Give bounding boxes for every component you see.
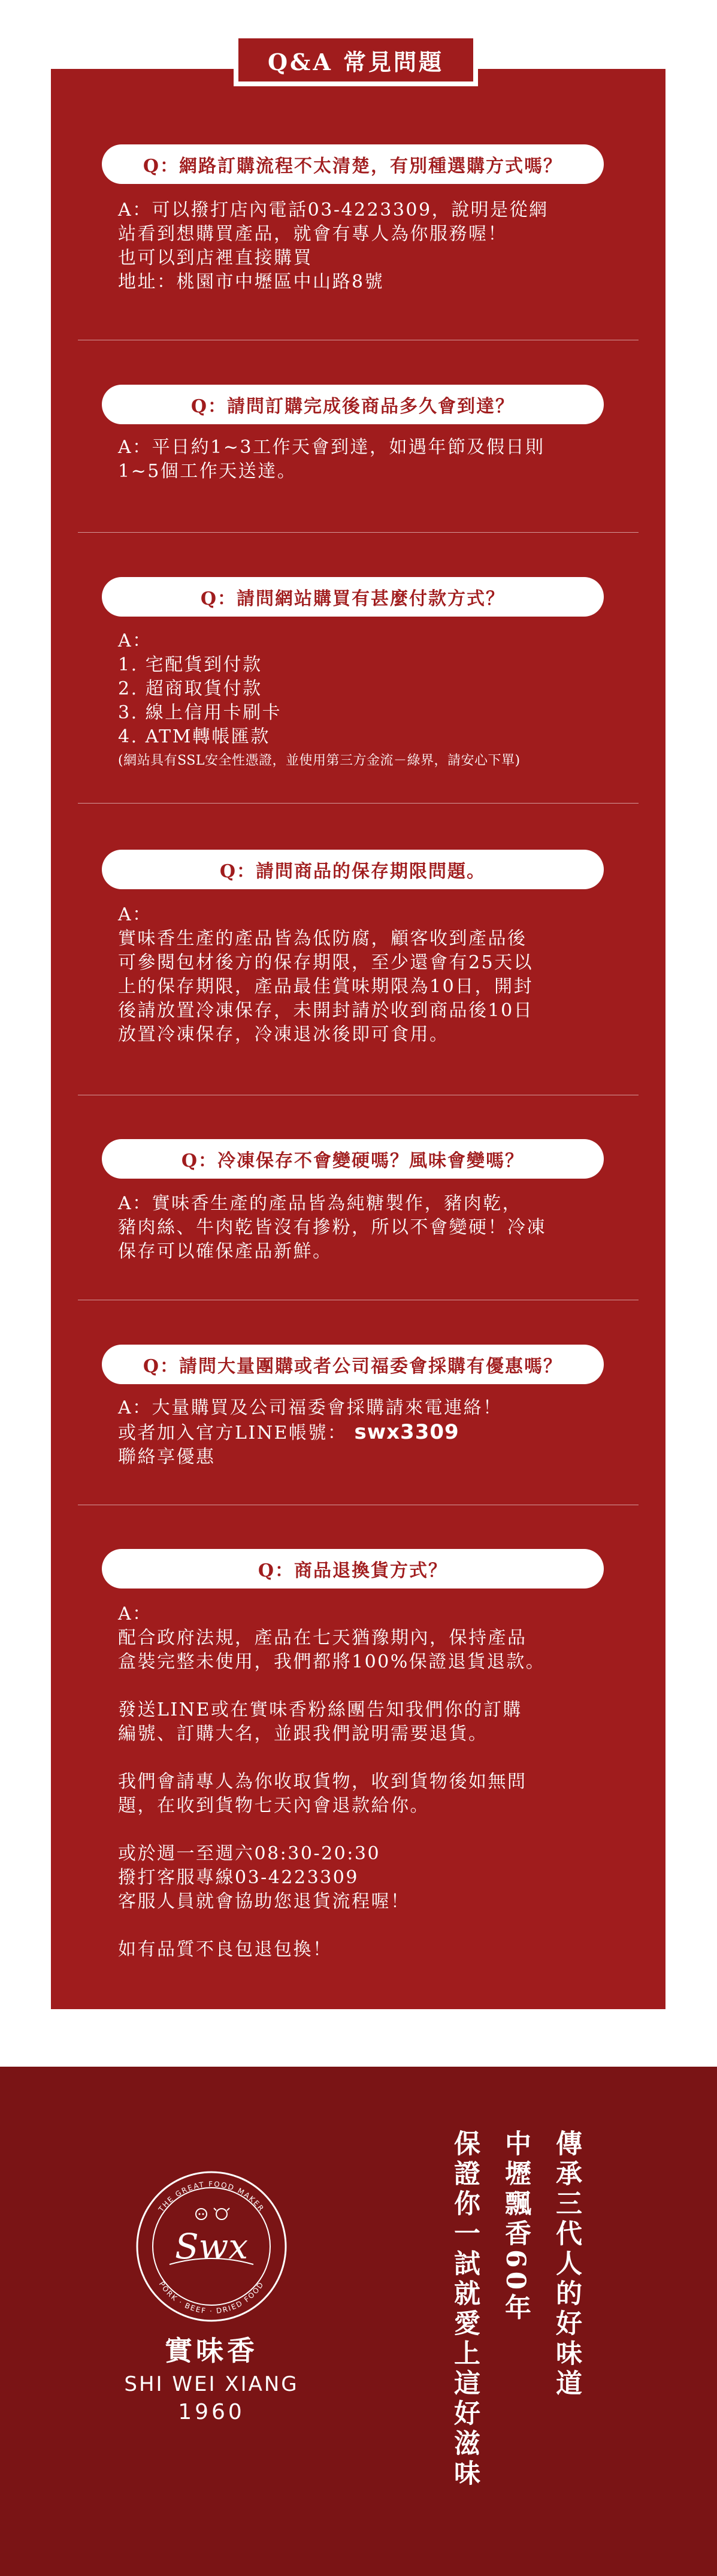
answer-4-line: A： — [118, 904, 152, 925]
answer-4-line: 後請放置冷凍保存，未開封請於收到商品後10日 — [118, 1000, 534, 1021]
question-2[interactable]: Q：請問訂購完成後商品多久會到達？ — [102, 385, 604, 424]
answer-2 — [118, 436, 645, 484]
logo-ring-top: THE GREAT FOOD MAKER — [156, 2179, 267, 2213]
slogan-col-1: 傳承三代人的好味道 — [551, 2130, 582, 2399]
answer-6 — [118, 1396, 645, 1469]
logo-ring-bottom: PORK · BEEF · DRIED FOOD — [157, 2279, 266, 2316]
answer-7-line: 配合政府法規，產品在七天猶豫期內，保持產品 — [118, 1627, 527, 1648]
answer-2-line: A：平日約1~3工作天會到達，如遇年節及假日則 — [118, 437, 545, 458]
answer-1-line: 地址：桃園市中壢區中山路8號 — [118, 271, 385, 292]
pig-icon — [196, 2209, 207, 2219]
answer-7-line: 編號、訂購大名，並跟我們說明需要退貨。 — [118, 1723, 488, 1744]
answer-7-line: 發送LINE或在實味香粉絲團告知我們你的訂購 — [118, 1699, 522, 1720]
answer-4-line: 可參閱包材後方的保存期限，至少還會有25天以 — [118, 952, 534, 973]
page-title: Q&A 常見問題 — [238, 38, 473, 81]
answer-7-line: 撥打客服專線03-4223309 — [118, 1867, 359, 1888]
slogan-col-3: 保證你一試就愛上這好滋味 — [449, 2130, 480, 2489]
answer-1-line: A：可以撥打店內電話03-4223309，說明是從網 — [118, 200, 549, 221]
brand-footer — [0, 2067, 717, 2576]
answer-4 — [118, 903, 645, 1047]
answer-3-line: 4. ATM轉帳匯款 — [118, 726, 270, 747]
answer-6-line — [118, 1420, 645, 1445]
answer-2-line: 1~5個工作天送達。 — [118, 461, 297, 482]
answer-5 — [118, 1192, 645, 1264]
answer-1-line: 也可以到店裡直接購買 — [118, 247, 313, 268]
question-4[interactable]: Q：請問商品的保存期限問題。 — [102, 850, 604, 889]
answer-7-line: A： — [118, 1603, 152, 1624]
answer-1 — [118, 198, 645, 294]
answer-6-line: A：大量購買及公司福委會採購請來電連絡！ — [118, 1397, 503, 1418]
answer-1-line: 站看到想購買產品，就會有專人為你服務喔！ — [118, 224, 507, 244]
answer-3-line: 2. 超商取貨付款 — [118, 678, 262, 699]
answer-4-line: 放置冷凍保存，冷凍退冰後即可食用。 — [118, 1024, 449, 1045]
brand-name-cn: 實味香 — [165, 2335, 258, 2367]
answer-7 — [118, 1602, 645, 1962]
answer-3 — [118, 629, 645, 773]
answer-7-line: 我們會請專人為你收取貨物，收到貨物後如無問 — [118, 1771, 527, 1792]
line-account-label: 或者加入官方LINE帳號： — [118, 1423, 347, 1443]
answer-5-line: 保存可以確保產品新鮮。 — [118, 1241, 332, 1262]
divider — [78, 803, 639, 804]
question-5[interactable]: Q：冷凍保存不會變硬嗎？風味會變嗎？ — [102, 1139, 604, 1179]
qa-panel — [51, 69, 665, 2009]
answer-6-line: 聯絡享優惠 — [118, 1446, 216, 1467]
payment-security-note: (網站具有SSL安全性憑證，並使用第三方金流－綠界，請安心下單) — [118, 753, 521, 768]
answer-7-line: 題，在收到貨物七天內會退款給你。 — [118, 1795, 429, 1816]
answer-3-line: 3. 線上信用卡刷卡 — [118, 702, 282, 723]
answer-3-line: A： — [118, 630, 152, 651]
answer-7-line: 客服人員就會協助您退貨流程喔！ — [118, 1891, 410, 1912]
question-1[interactable]: Q：網路訂購流程不太清楚，有別種選購方式嗎？ — [102, 144, 604, 184]
svg-text:THE GREAT FOOD MAKER — [156, 2180, 266, 2214]
divider — [78, 532, 639, 533]
answer-3-line: 1. 宅配貨到付款 — [118, 654, 262, 675]
brand-year: 1960 — [178, 2400, 245, 2424]
answer-4-line: 上的保存期限，產品最佳賞味期限為10日，開封 — [118, 976, 534, 997]
question-6[interactable]: Q：請問大量團購或者公司福委會採購有優惠嗎？ — [102, 1345, 604, 1384]
answer-7-line: 或於週一至週六08:30-20:30 — [118, 1843, 381, 1864]
answer-4-line: 實味香生產的產品皆為低防腐，顧客收到產品後 — [118, 928, 527, 949]
cow-icon — [214, 2208, 229, 2219]
logo-monogram: Swx — [174, 2226, 249, 2267]
slogan-col-2: 中壢飄香60年 — [500, 2130, 531, 2324]
answer-7-line: 如有品質不良包退包換！ — [118, 1939, 332, 1960]
brand-name-en: SHI WEI XIANG — [124, 2372, 299, 2396]
line-account-id[interactable]: swx3309 — [354, 1420, 459, 1444]
brand-logo — [134, 2169, 289, 2324]
answer-5-line: 豬肉絲、牛肉乾皆沒有摻粉，所以不會變硬！冷凍 — [118, 1217, 546, 1238]
answer-5-line: A：實味香生產的產品皆為純糖製作，豬肉乾， — [118, 1193, 522, 1214]
question-3[interactable]: Q：請問網站購買有甚麼付款方式？ — [102, 577, 604, 617]
answer-7-line: 盒裝完整未使用，我們都將100%保證退貨退款。 — [118, 1651, 546, 1672]
question-7[interactable]: Q：商品退換貨方式？ — [102, 1549, 604, 1589]
